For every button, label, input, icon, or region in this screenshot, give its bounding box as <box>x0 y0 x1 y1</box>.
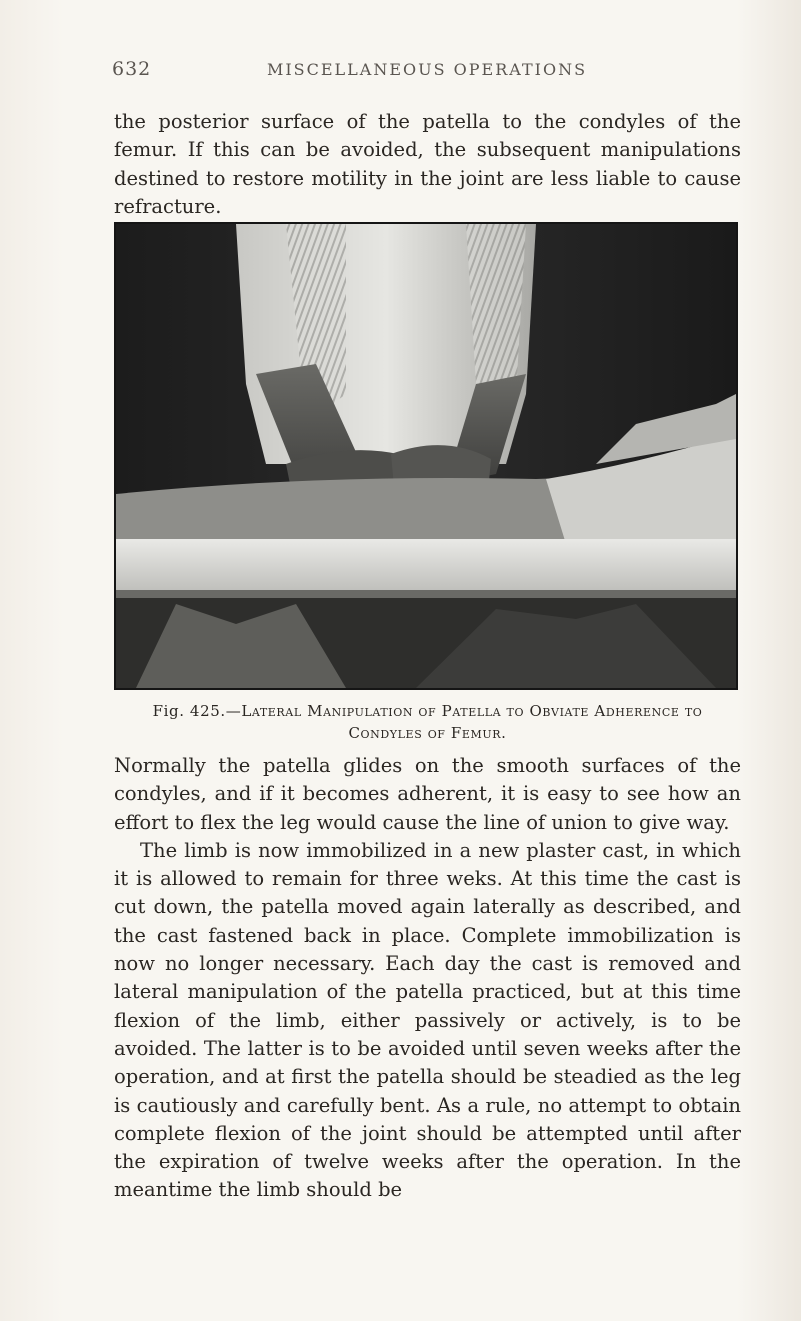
photo-illustration <box>116 224 736 688</box>
figure-caption-text: —Lateral Manipulation of Patella to Obviate Adherence to Condyles of Femur. <box>225 702 703 742</box>
page-number: 632 <box>112 58 152 80</box>
table-top <box>116 539 736 594</box>
figure-label: Fig. 425. <box>152 702 226 720</box>
table-edge <box>116 590 736 598</box>
figure-caption <box>114 700 741 744</box>
paragraph-1: Normally the patella glides on the smooth surfaces of the condyles, and if it becomes adherent, it is easy to see how an effort to flex the leg would cause the line of union to give way. <box>114 754 741 834</box>
running-head <box>112 58 742 88</box>
body-text <box>114 752 741 1205</box>
paragraph-top: the posterior surface of the patella to the condyles of the femur. If this can be avoided, the subsequent manipulations destined to restore motility in the joint are less liable to cause refracture. <box>114 110 741 218</box>
figure-photograph <box>114 222 738 690</box>
paragraph-2: The limb is now immobilized in a new plaster cast, in which it is allowed to remain for three weks. At this time the cast is cut down, the patella moved again laterally as described, and the cast fastened back in place. Complete immobilization is now no longer necessary. Each day the cast is removed and lateral manipulation of the patella practiced, but at this time flexion of the limb, either passively or actively, is to be avoided. The latter is to be avoided until seven weeks after the operation, and at first the patella should be steadied as the leg is cautiously and carefully bent. As a rule, no attempt to obtain complete flexion of the joint should be attempted until after the expiration of twelve weeks after the operation. In the meantime the limb should be <box>114 838 741 1202</box>
running-title: MISCELLANEOUS OPERATIONS <box>266 60 588 79</box>
